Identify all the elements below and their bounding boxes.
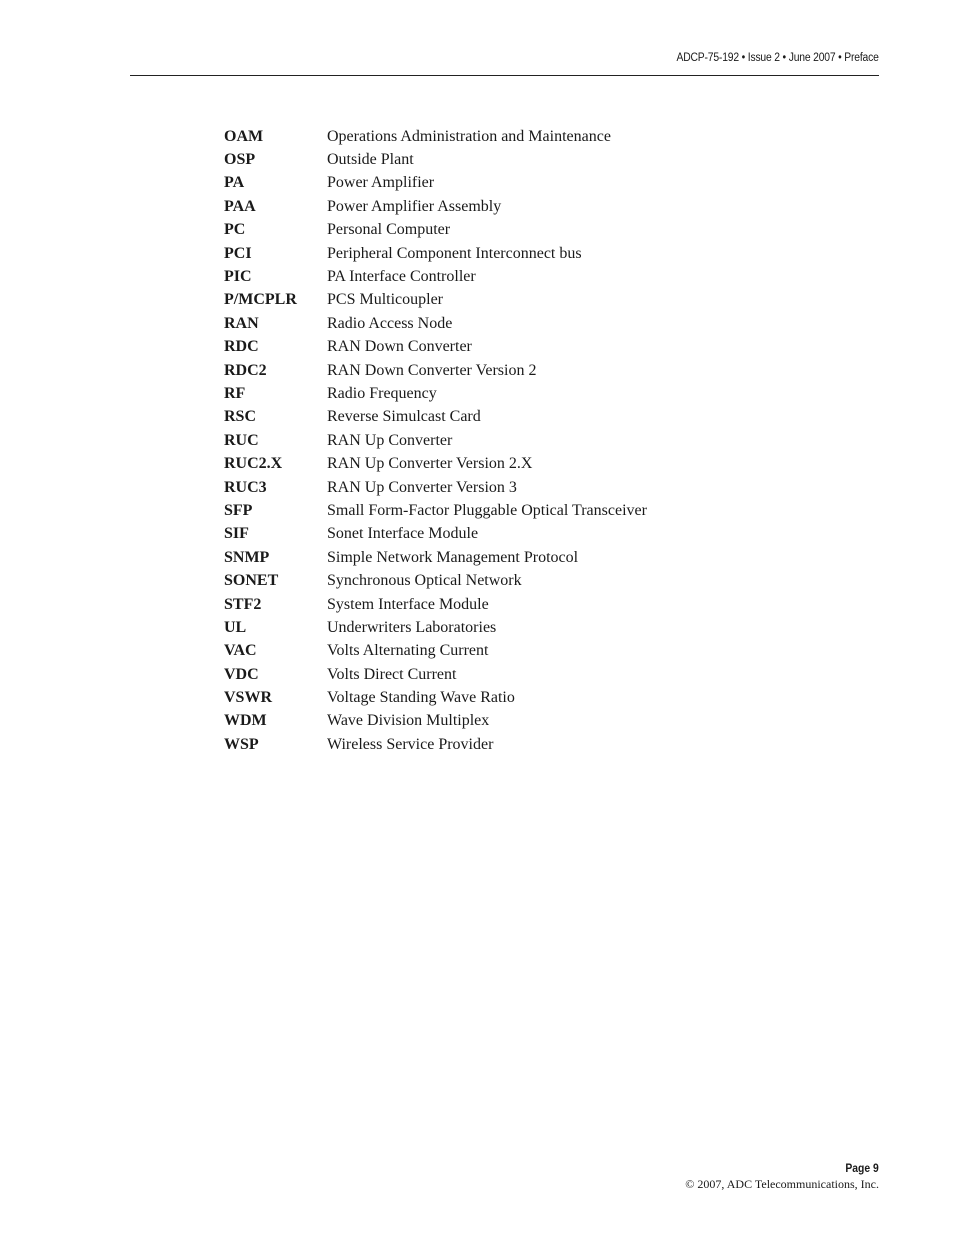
acronym-definition: Operations Administration and Maintenance	[327, 127, 611, 145]
acronym-term: OSP	[224, 151, 256, 169]
acronym-definition: Radio Access Node	[327, 314, 453, 332]
acronym-definition: Voltage Standing Wave Ratio	[327, 689, 515, 707]
acronym-term: WSP	[224, 735, 259, 753]
acronym-term: RDC	[224, 338, 259, 356]
acronym-definition: Peripheral Component Interconnect bus	[327, 244, 582, 262]
acronym-definition: Outside Plant	[327, 151, 414, 169]
copyright-notice: © 2007, ADC Telecommunications, Inc.	[685, 1177, 879, 1191]
acronym-definition: RAN Down Converter Version 2	[327, 361, 537, 379]
acronym-row	[224, 476, 784, 499]
acronym-definition: RAN Down Converter	[327, 338, 472, 356]
acronym-row	[224, 499, 784, 522]
acronym-term: PCI	[224, 244, 252, 262]
acronym-term: UL	[224, 618, 247, 636]
acronym-row	[224, 593, 784, 616]
acronym-definition: RAN Up Converter Version 2.X	[327, 455, 533, 473]
acronym-term: RAN	[224, 314, 259, 332]
acronym-term: P/MCPLR	[224, 291, 297, 309]
acronym-term: SIF	[224, 525, 249, 543]
acronym-list	[224, 125, 784, 757]
acronym-definition: Radio Frequency	[327, 384, 437, 402]
acronym-row	[224, 523, 784, 546]
acronym-definition: Volts Direct Current	[327, 665, 457, 683]
acronym-definition: Underwriters Laboratories	[327, 618, 497, 636]
acronym-term: OAM	[224, 127, 264, 145]
acronym-definition: Sonet Interface Module	[327, 525, 479, 543]
running-header-title: ADCP-75-192 • Issue 2 • June 2007 • Preface	[676, 52, 879, 64]
acronym-row	[224, 686, 784, 709]
acronym-definition: Wireless Service Provider	[327, 735, 494, 753]
acronym-term: STF2	[224, 595, 262, 613]
acronym-definition: PA Interface Controller	[327, 268, 476, 286]
acronym-definition: Reverse Simulcast Card	[327, 408, 481, 426]
acronym-definition: PCS Multicoupler	[327, 291, 444, 309]
page-footer	[685, 1162, 879, 1192]
acronym-row	[224, 406, 784, 429]
acronym-definition: Power Amplifier Assembly	[327, 197, 502, 215]
acronym-row	[224, 382, 784, 405]
acronym-row	[224, 312, 784, 335]
acronym-row	[224, 640, 784, 663]
acronym-definition: Small Form-Factor Pluggable Optical Transceiver	[327, 501, 647, 519]
acronym-term: PIC	[224, 268, 252, 286]
acronym-term: RUC2.X	[224, 455, 283, 473]
page-number: Page 9	[845, 1163, 879, 1175]
acronym-term: RUC3	[224, 478, 267, 496]
acronym-definition: Wave Division Multiplex	[327, 712, 490, 730]
acronym-row	[224, 546, 784, 569]
acronym-term: RUC	[224, 431, 259, 449]
acronym-row	[224, 219, 784, 242]
acronym-definition: Volts Alternating Current	[327, 642, 489, 660]
acronym-term: RF	[224, 384, 246, 402]
acronym-term: RDC2	[224, 361, 267, 379]
acronym-row	[224, 710, 784, 733]
acronym-row	[224, 336, 784, 359]
acronym-row	[224, 289, 784, 312]
acronym-row	[224, 733, 784, 756]
acronym-row	[224, 569, 784, 592]
acronym-row	[224, 663, 784, 686]
acronym-term: SNMP	[224, 548, 270, 566]
acronym-row	[224, 125, 784, 148]
acronym-row	[224, 616, 784, 639]
acronym-row	[224, 265, 784, 288]
acronym-term: VAC	[224, 642, 257, 660]
acronym-term: WDM	[224, 712, 267, 730]
acronym-term: PC	[224, 221, 246, 239]
acronym-row	[224, 172, 784, 195]
acronym-row	[224, 452, 784, 475]
acronym-definition: RAN Up Converter Version 3	[327, 478, 517, 496]
acronym-row	[224, 359, 784, 382]
acronym-row	[224, 429, 784, 452]
acronym-definition: RAN Up Converter	[327, 431, 453, 449]
acronym-row	[224, 148, 784, 171]
acronym-term: PA	[224, 174, 245, 192]
acronym-term: SONET	[224, 572, 279, 590]
acronym-term: SFP	[224, 501, 253, 519]
page-header	[130, 52, 879, 76]
acronym-term: VDC	[224, 665, 259, 683]
acronym-term: RSC	[224, 408, 257, 426]
acronym-definition: Simple Network Management Protocol	[327, 548, 579, 566]
acronym-definition: Synchronous Optical Network	[327, 572, 522, 590]
acronym-definition: Power Amplifier	[327, 174, 435, 192]
acronym-term: VSWR	[224, 689, 273, 707]
acronym-row	[224, 242, 784, 265]
acronym-definition: Personal Computer	[327, 221, 451, 239]
acronym-row	[224, 195, 784, 218]
acronym-definition: System Interface Module	[327, 595, 489, 613]
acronym-term: PAA	[224, 197, 256, 215]
